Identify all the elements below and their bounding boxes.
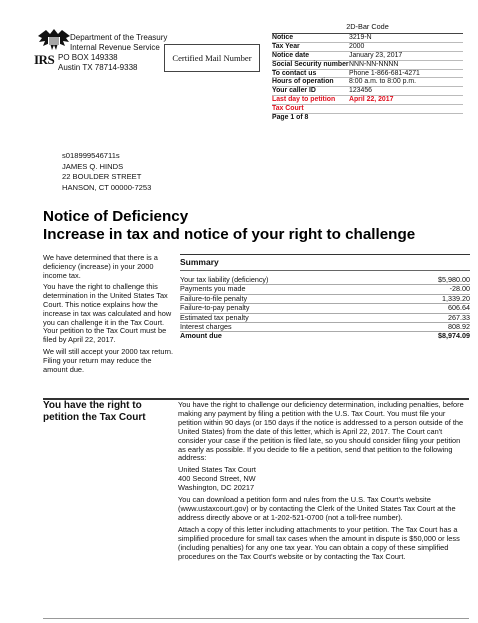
info-row-notice [272,34,463,43]
irs-header-text [70,33,167,52]
summary-row [180,323,470,332]
po-box: PO BOX 149338 [58,53,118,62]
address-line-3: Washington, DC 20217 [178,483,255,493]
info-value: 8:00 a.m. to 8:00 p.m. [349,78,417,86]
section-paragraph-2: You can download a petition form and rules from the U.S. Tax Court's website (www.ustaxcourt.gov) or by contacting the Clerk of the United States Tax Court at the address directly above or at 1-202-521-0700 (not a toll-free number). [178,495,456,523]
petition-deadline-value: April 22, 2017 [349,96,394,104]
page-number: Page 1 of 8 [272,114,309,122]
certified-mail-box [164,44,260,72]
summary-label: Payments you made [180,284,246,294]
title-line-1: Notice of Deficiency [43,208,189,225]
title-line-2: Increase in tax and notice of your right to challenge [43,226,416,243]
summary-value: 1,339.20 [442,293,470,303]
recipient-code: s018999546711s [62,151,120,160]
recipient-street: 22 BOULDER STREET [62,172,142,181]
petition-deadline-label-2: Tax Court [272,105,304,113]
recipient-name: JAMES Q. HINDS [62,161,124,171]
info-value: Phone 1-866-681-4271 [349,69,420,77]
info-value: NNN-NN-NNNN [349,60,399,68]
info-label: Notice date [272,51,310,59]
amount-due-label: Amount due [180,331,222,341]
certified-mail-label: Certified Mail Number [172,53,252,63]
info-row-notice-date [272,52,463,61]
info-row-ssn [272,61,463,70]
info-label: Social Security number [272,60,349,68]
page-title [43,208,415,244]
info-row-contact [272,70,463,79]
amount-due-value: $8,974.09 [438,331,470,341]
info-row-tax-court [272,105,463,114]
notice-info-table [272,22,463,122]
info-row-caller-id [272,87,463,96]
summary-label: Estimated tax penalty [180,312,249,322]
intro-paragraph-3: We will still accept your 2000 tax return. Filing your return may reduce the amount due. [43,346,174,374]
summary-total-row [180,332,470,340]
info-row-hours [272,78,463,87]
summary-label: Failure-to-file penalty [180,293,248,303]
info-label: Tax Year [272,42,300,50]
summary-value: $5,980.00 [438,275,470,284]
barcode-label: 2D-Bar Code [272,22,463,34]
tax-court-address [178,466,466,493]
section-paragraph-3: Attach a copy of this letter including attachments to your petition. The Tax Court has a simplified procedure for small tax cases when the amount in dispute is $50,000 or less (including penalties) for any one tax year. You can obtain a copy of these simplified procedures on the Tax Court's website or by contacting the Tax Court. [178,525,460,561]
irs-name: Internal Revenue Service [70,42,160,52]
summary-table [180,254,470,341]
info-row-tax-year [272,43,463,52]
summary-label: Failure-to-pay penalty [180,303,250,313]
intro-paragraph-1: We have determined that there is a deficiency (increase) in your 2000 income tax. [43,253,158,280]
address-line-1: United States Tax Court [178,465,256,475]
address-line-2: 400 Second Street, NW [178,474,256,484]
summary-heading: Summary [180,254,470,271]
section-paragraph-1: You have the right to challenge our deficiency determination, including penalties, before making any payment by filing a petition with the U.S. Tax Court. You must file your petition within 90 days (or 150 days if the notice is addressed to a person outside of the United States) from the date of this letter, which is April 22, 2017. The Court can't consider your case if the petition is filed late, so you should consider filing your petition as early as possible. If you decide to file a petition, send that petition to the following address: [178,400,464,463]
info-label: To contact us [272,69,317,77]
summary-value: 267.33 [448,312,470,322]
info-label: Your caller ID [272,87,316,95]
section-body [178,401,466,565]
summary-value: 606.64 [448,303,470,313]
recipient-city: HANSON, CT 00000-7253 [62,182,152,192]
recipient-address [62,151,151,193]
summary-value: -28.00 [449,284,470,294]
section-heading: You have the right to petition the Tax Court [43,400,146,423]
info-label: Hours of operation [272,78,334,86]
info-value: January 23, 2017 [349,51,403,59]
summary-label: Interest charges [180,321,232,331]
irs-letters-logo: IRS [34,52,55,67]
petition-deadline-label: Last day to petition [272,96,336,104]
summary-label: Your tax liability (deficiency) [180,275,269,284]
summary-value: 808.92 [448,321,470,331]
info-value: 3219-N [349,34,372,41]
info-row-page [272,114,463,122]
sender-city: Austin TX 78714-9338 [58,63,138,72]
page-bottom-divider [43,618,469,619]
info-label: Notice [272,34,294,41]
info-value: 2000 [349,42,365,50]
intro-paragraph-2: You have the right to challenge this determination in the United States Tax Court. This notice explains how the increase in tax was calculated and how you can challenge it in the Tax Court. Your petition to the Tax Court must be filed by April 22, 2017. [43,282,172,345]
department-name: Department of the Treasury [70,33,168,42]
info-value: 123456 [349,87,372,95]
intro-text [43,254,175,377]
info-row-petition-deadline [272,96,463,105]
